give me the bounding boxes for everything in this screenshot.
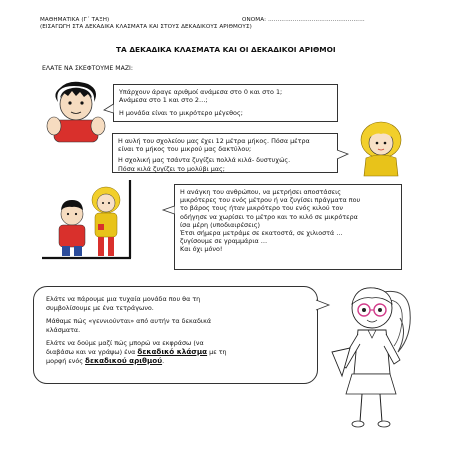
page-title: ΤΑ ΔΕΚΑΔΙΚΑ ΚΛΑΣΜΑΤΑ ΚΑΙ ΟΙ ΔΕΚΑΔΙΚΟΙ ΑΡΙΘΜΟΙ <box>116 45 336 54</box>
bubble-text: Η σχολική μας τσάντα ζυγίζει πολλά κιλά- δυστυχώς. <box>118 156 291 165</box>
text-line: Ελάτε να δούμε μαζί πώς μπορώ να εκφράσω (να <box>46 339 204 348</box>
bubble-pointer <box>337 150 349 160</box>
bubble-text: το βάρος τους ήταν μικρότερο του ενός κιλού τον <box>180 204 343 213</box>
speech-bubble-question-2 <box>112 133 338 173</box>
subject-header: ΜΑΘΗΜΑΤΙΚΑ (Γ΄ ΤΑΞΗ) <box>40 17 110 23</box>
kids-illustration <box>42 180 142 260</box>
bubble-text <box>46 295 305 312</box>
intro-heading: ΕΛΑΤΕ ΝΑ ΣΚΕΦΤΟΥΜΕ ΜΑΖΙ: <box>42 65 133 72</box>
bubble-text: ίσα μέρη (υποδιαιρέσεις) <box>180 220 260 229</box>
bubble-text: Η ανάγκη του ανθρώπου, να μετρήσει αποστάσεις <box>180 188 342 196</box>
text-line: διαβάσω και να γράψω) ένα <box>46 347 138 356</box>
speech-bubble-question-1 <box>113 84 338 122</box>
bubble-text <box>46 317 305 334</box>
speech-bubble-explanation <box>174 184 402 270</box>
text-line: με τη <box>207 347 227 356</box>
speech-bubble-invitation <box>33 286 318 384</box>
text-line: Ελάτε να πάρουμε μια τυχαία μονάδα που θα τη <box>46 295 201 303</box>
bubble-text: Ανάμεσα στο 1 και στο 2…; <box>119 96 208 105</box>
decimal-fraction-term: δεκαδικό κλάσμα <box>137 346 208 356</box>
girl-illustration <box>352 118 410 176</box>
text-line: . <box>162 356 165 365</box>
text-line: μορφή ενός <box>46 356 86 365</box>
bubble-text: είναι το μήκος του μικρού μας δακτύλου; <box>118 145 252 154</box>
bubble-text <box>46 339 305 365</box>
teacher-girl-illustration <box>328 282 420 432</box>
text-line: Μάθαμε πώς «γεννιούνται» από αυτήν τα δεκαδικά <box>46 317 212 326</box>
bubble-pointer <box>104 104 114 114</box>
bubble-text: Πόσα κιλά ζυγίζει το μολύβι μας; <box>118 164 225 173</box>
text-line: κλάσματα. <box>46 325 81 334</box>
bubble-text: Η αυλή του σχολείου μας έχει 12 μέτρα μήκος. Πόσα μέτρα <box>118 137 310 145</box>
bubble-text: ζυγίσουμε σε γραμμάρια … <box>180 237 268 246</box>
bubble-text: Υπάρχουν άραγε αριθμοί ανάμεσα στο 0 και στο 1; <box>119 88 283 96</box>
bubble-text: Η μονάδα είναι το μικρότερο μέγεθος; <box>119 109 243 118</box>
bubble-text: οδήγησε να χωρίσει το μέτρο και το κιλό σε μικρότερα <box>180 212 358 221</box>
name-field-label: ΟΝΟΜΑ: …………………………………………… <box>242 17 365 23</box>
text-line: συμβολίσουμε με ένα τετράγωνο. <box>46 303 154 312</box>
bubble-text: Έτσι σήμερα μετράμε σε εκατοστά, σε χιλιοστά … <box>180 229 343 238</box>
bubble-text: μικρότερες του ενός μέτρου ή να ζυγίσει πράγματα που <box>180 196 361 205</box>
bubble-text: Και όχι μόνο! <box>180 245 223 254</box>
bubble-pointer <box>163 206 175 216</box>
unit-subtitle: (ΕΙΣΑΓΩΓΗ ΣΤΑ ΔΕΚΑΔΙΚΑ ΚΛΑΣΜΑΤΑ ΚΑΙ ΣΤΟΥΣ ΔΕΚΑΔΙΚΟΥΣ ΑΡΙΘΜΟΥΣ) <box>40 24 252 30</box>
decimal-number-term: δεκαδικού αριθμού <box>85 355 163 365</box>
boy-illustration <box>40 82 112 144</box>
